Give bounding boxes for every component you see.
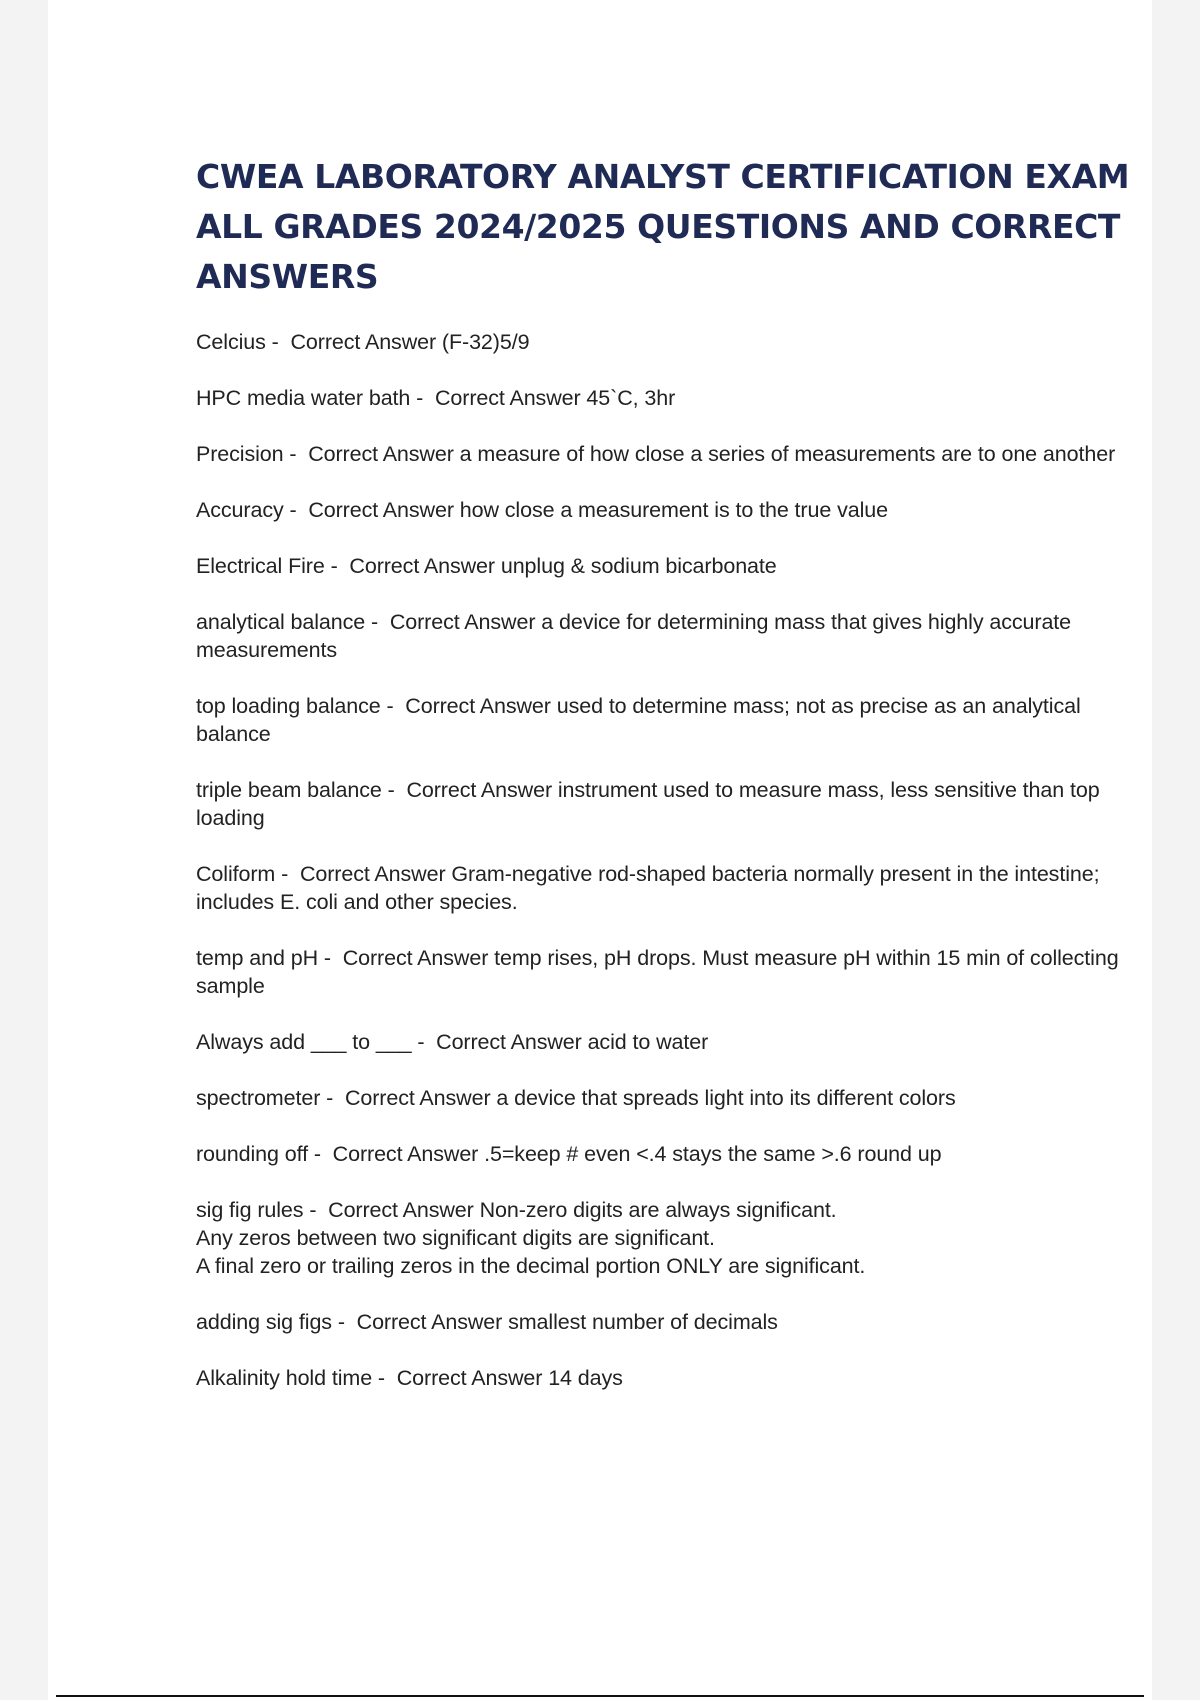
qa-answer-label: Correct Answer [342,946,489,970]
qa-answer-label: Correct Answer [290,330,437,354]
qa-answer-label: Correct Answer [308,442,454,466]
document-page [48,0,1152,1700]
qa-term: Always add ___ to ___ [196,1030,412,1054]
qa-term: Celcius [196,330,266,354]
qa-term: Accuracy [196,498,284,522]
qa-answer-label: Correct Answer [328,1198,474,1222]
qa-separator: - [320,1086,345,1110]
qa-term: triple beam balance [196,778,382,802]
qa-term: sig fig rules [196,1198,304,1222]
qa-first-line [196,1196,1136,1224]
qa-item [196,328,1136,356]
document-content [196,152,1136,1420]
qa-first-line [196,440,1136,468]
qa-term: Coliform [196,862,276,886]
qa-answer: a device for determining mass that gives highly accurate measurements [196,610,1072,662]
qa-first-line [196,608,1136,664]
qa-answer-label: Correct Answer [434,386,581,410]
qa-list [196,328,1136,1392]
qa-separator: - [283,498,309,522]
qa-answer: Non-zero digits are always significant. [479,1198,837,1222]
qa-separator: - [324,554,350,578]
qa-item [196,384,1136,412]
qa-first-line [196,692,1136,748]
qa-term: Precision [196,442,284,466]
qa-answer: a measure of how close a series of measurements are to one another [459,442,1116,466]
qa-separator: - [411,1030,437,1054]
qa-term: Electrical Fire [196,554,325,578]
qa-first-line [196,776,1136,832]
qa-first-line [196,328,1136,356]
qa-answer: temp rises, pH drops. Must measure pH within 15 min of collecting sample [196,946,1119,998]
qa-answer-label: Correct Answer [332,1142,479,1166]
qa-separator: - [265,330,291,354]
qa-item [196,496,1136,524]
qa-first-line [196,496,1136,524]
qa-item [196,440,1136,468]
qa-item [196,1308,1136,1336]
qa-term: Alkalinity hold time [196,1366,373,1390]
qa-answer-extra-line: A final zero or trailing zeros in the decimal portion ONLY are significant. [196,1254,866,1278]
qa-separator: - [275,862,300,886]
qa-answer: Gram-negative rod-shaped bacteria normally present in the intestine; includes E. coli and other species. [196,862,1100,914]
qa-answer-label: Correct Answer [389,610,536,634]
qa-first-line [196,1308,1136,1336]
qa-answer-label: Correct Answer [344,1086,491,1110]
qa-item [196,608,1136,664]
qa-separator: - [380,694,406,718]
qa-first-line [196,384,1136,412]
qa-answer-label: Correct Answer [396,1366,543,1390]
qa-first-line [196,1028,1136,1056]
qa-answer: 14 days [548,1366,623,1390]
document-title: CWEA LABORATORY ANALYST CERTIFICATION EXAM ALL GRADES 2024/2025 QUESTIONS AND CORRECT ANSWERS [196,157,1130,296]
qa-answer-label: Correct Answer [349,554,495,578]
qa-item [196,1140,1136,1168]
qa-answer: (F-32)5/9 [441,330,530,354]
qa-item [196,776,1136,832]
qa-item [196,1028,1136,1056]
qa-answer: smallest number of decimals [508,1310,778,1334]
qa-item [196,1084,1136,1112]
qa-separator: - [410,386,435,410]
qa-answer-label: Correct Answer [299,862,446,886]
qa-answer-label: Correct Answer [406,778,552,802]
qa-term: HPC media water bath [196,386,411,410]
qa-answer: acid to water [587,1030,709,1054]
qa-item [196,1364,1136,1392]
qa-separator: - [381,778,407,802]
qa-answer-label: Correct Answer [436,1030,582,1054]
qa-separator: - [372,1366,397,1390]
qa-item [196,860,1136,916]
qa-item [196,692,1136,748]
qa-term: temp and pH [196,946,319,970]
qa-first-line [196,944,1136,1000]
qa-first-line [196,1084,1136,1112]
qa-separator: - [307,1142,333,1166]
qa-first-line [196,552,1136,580]
qa-answer-label: Correct Answer [308,498,454,522]
qa-term: adding sig figs [196,1310,332,1334]
page-bottom-rule [56,1695,1144,1697]
qa-answer: a device that spreads light into its different colors [496,1086,956,1110]
qa-separator: - [365,610,390,634]
qa-first-line [196,1364,1136,1392]
qa-first-line [196,1140,1136,1168]
qa-item [196,944,1136,1000]
qa-answer: used to determine mass; not as precise as an analytical balance [196,694,1081,746]
qa-answer-label: Correct Answer [405,694,551,718]
qa-first-line [196,860,1136,916]
qa-separator: - [331,1310,357,1334]
qa-answer: unplug & sodium bicarbonate [500,554,777,578]
qa-term: top loading balance [196,694,381,718]
qa-answer: .5=keep # even <.4 stays the same >.6 round up [484,1142,942,1166]
qa-answer-extra-line: Any zeros between two significant digits are significant. [196,1226,715,1250]
qa-item [196,552,1136,580]
qa-item [196,1196,1136,1280]
qa-answer-label: Correct Answer [356,1310,503,1334]
qa-separator: - [283,442,309,466]
qa-term: rounding off [196,1142,308,1166]
qa-term: analytical balance [196,610,366,634]
qa-answer: 45`C, 3hr [586,386,676,410]
qa-separator: - [318,946,343,970]
qa-answer: instrument used to measure mass, less sensitive than top loading [196,778,1100,830]
qa-term: spectrometer [196,1086,321,1110]
qa-answer: how close a measurement is to the true value [459,498,888,522]
qa-separator: - [303,1198,329,1222]
